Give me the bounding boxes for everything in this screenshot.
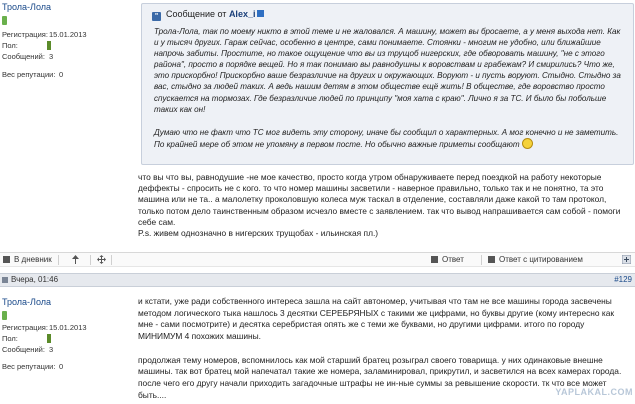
move-icon[interactable] — [97, 255, 106, 266]
post-1-footer — [0, 252, 635, 267]
quote-paragraph-1: Трола-Лола, так по моему никто в этой теме и не жаловался. А машину, может вы бросаете, а у меня выхода нет. Как и у тысяч других. Гараж сейчас, особенно в центре, сами понимаете. Стоянки - многим не удобно, или ближайшие напрочь забиты. Простите, но такое ощущение что вы из трущоб нигерских, где обворовать машину, "не с этого района", просто в порядке вещей. Но я так понимаю вы равнодушны к воровствам и грабежам? И смирились? Что же, это прискорбно! Прискорбно ваше безразличие на других и окружающих. Воруют - и пусть воруют. Стыдно. Стыдно за вас, стыдно за людей таких. А ведь нашим детям в этом обществе ещё жить! В обществе, где воровство просто спускается на тормозах. Где безразличие людей по принципу "моя хата с краю". Лично я за ТС. И было бы побольше таких как он! — [154, 27, 621, 114]
registration-row: Регистрация: 15.01.2013 — [2, 323, 87, 332]
diary-button[interactable]: В дневник — [3, 255, 52, 264]
quote-author-link[interactable]: Alex_i — [228, 9, 256, 19]
post-date-icon — [2, 277, 8, 283]
quote-reply-icon — [488, 256, 495, 263]
gender-icon — [46, 334, 52, 345]
post-2-paragraph-2: продолжая тему номеров, вспомнилось как мой старший братец розыграл своего товарища. у них одинаковые внешне машины. так вот братец мой напечатал такие же номера, заламинировал, прикрутил, и засветился на всех камерах города. после чего его другу начали приходить загадочные штрафы не ин-ные суммы за ревышение скорости. тк что все может быть.... — [138, 354, 622, 400]
diary-icon — [3, 256, 10, 263]
post-2-number-link[interactable]: #129 — [614, 275, 632, 284]
reputation-row: Вес репутации: 0 — [2, 70, 64, 79]
quote-header: " Сообщение от Alex_i — [152, 9, 264, 21]
gender-row: Пол: — [2, 334, 18, 343]
post-1-body: что вы что вы, равнодушие -не мое качество, просто когда утром обнаруживаете перед поездкой на работу некоторые деффекты - спросить не с кого. то что номер машины засветили - наверное правильно, только так и не понятно, та это машина или не та.. а малолетку проколовшую колеса муж таскал в отделение, составляли даже какой то там протокол, только потом дело таинственным образом исчезло вместе с заявлением. так что вывод напрашивается сам собой - помоги себе сам. P.s. живем однозначно в нигерских трущобах - ильинская пл.) — [138, 172, 621, 239]
quote-body — [154, 26, 624, 150]
reply-with-quote-button[interactable]: Ответ с цитированием — [488, 255, 583, 264]
site-watermark: YAPLAKAL.COM — [555, 387, 633, 397]
post-2-date: Вчера, 01:46 — [11, 275, 59, 284]
post-2-paragraph-1: и кстати, уже ради собственного интереса зашла на сайт автономер, учитывая что там не все машины города засвечены методом логического тыка нашлось 3 десятки СЕРЕБРЯНЫХ с такими же цифрами, но буквы другие (кому интересно как мне - сами посмотрите) и десятка серебристая опять же с теми же буквами, но другими цифрами. итого по городу МИНИМУМ 4 похожих машины. — [138, 296, 615, 342]
quote-block — [141, 3, 634, 165]
pin-icon[interactable] — [72, 255, 79, 266]
posts-count-row: Сообщений: 3 — [2, 345, 54, 354]
post-2-body — [138, 296, 630, 401]
post-2-author-name[interactable]: Трола-Лола — [2, 297, 52, 307]
registration-row: Регистрация: 15.01.2013 — [2, 30, 87, 39]
post-2-header — [0, 273, 635, 287]
smiley-icon — [522, 138, 533, 149]
quote-paragraph-2: Думаю что не факт что ТС мог видеть эту сторону, иначе бы сообщил о характерных. А мог конечно и не заметить. По крайней мере об этом не упомяну в первом посте. Но обычно важные приметы сообщают — [154, 127, 619, 149]
online-status-icon — [2, 311, 7, 320]
gender-icon — [46, 41, 52, 52]
post-1-author-name[interactable]: Трола-Лола — [2, 2, 52, 12]
gender-row: Пол: — [2, 41, 18, 50]
reply-button[interactable]: Ответ — [431, 255, 464, 264]
view-post-icon[interactable] — [257, 10, 264, 17]
quote-icon: " — [152, 12, 161, 21]
reply-icon — [431, 256, 438, 263]
online-status-icon — [2, 16, 7, 25]
multiquote-icon[interactable] — [622, 255, 631, 266]
reputation-row: Вес репутации: 0 — [2, 362, 64, 371]
posts-count-row: Сообщений: 3 — [2, 52, 54, 61]
